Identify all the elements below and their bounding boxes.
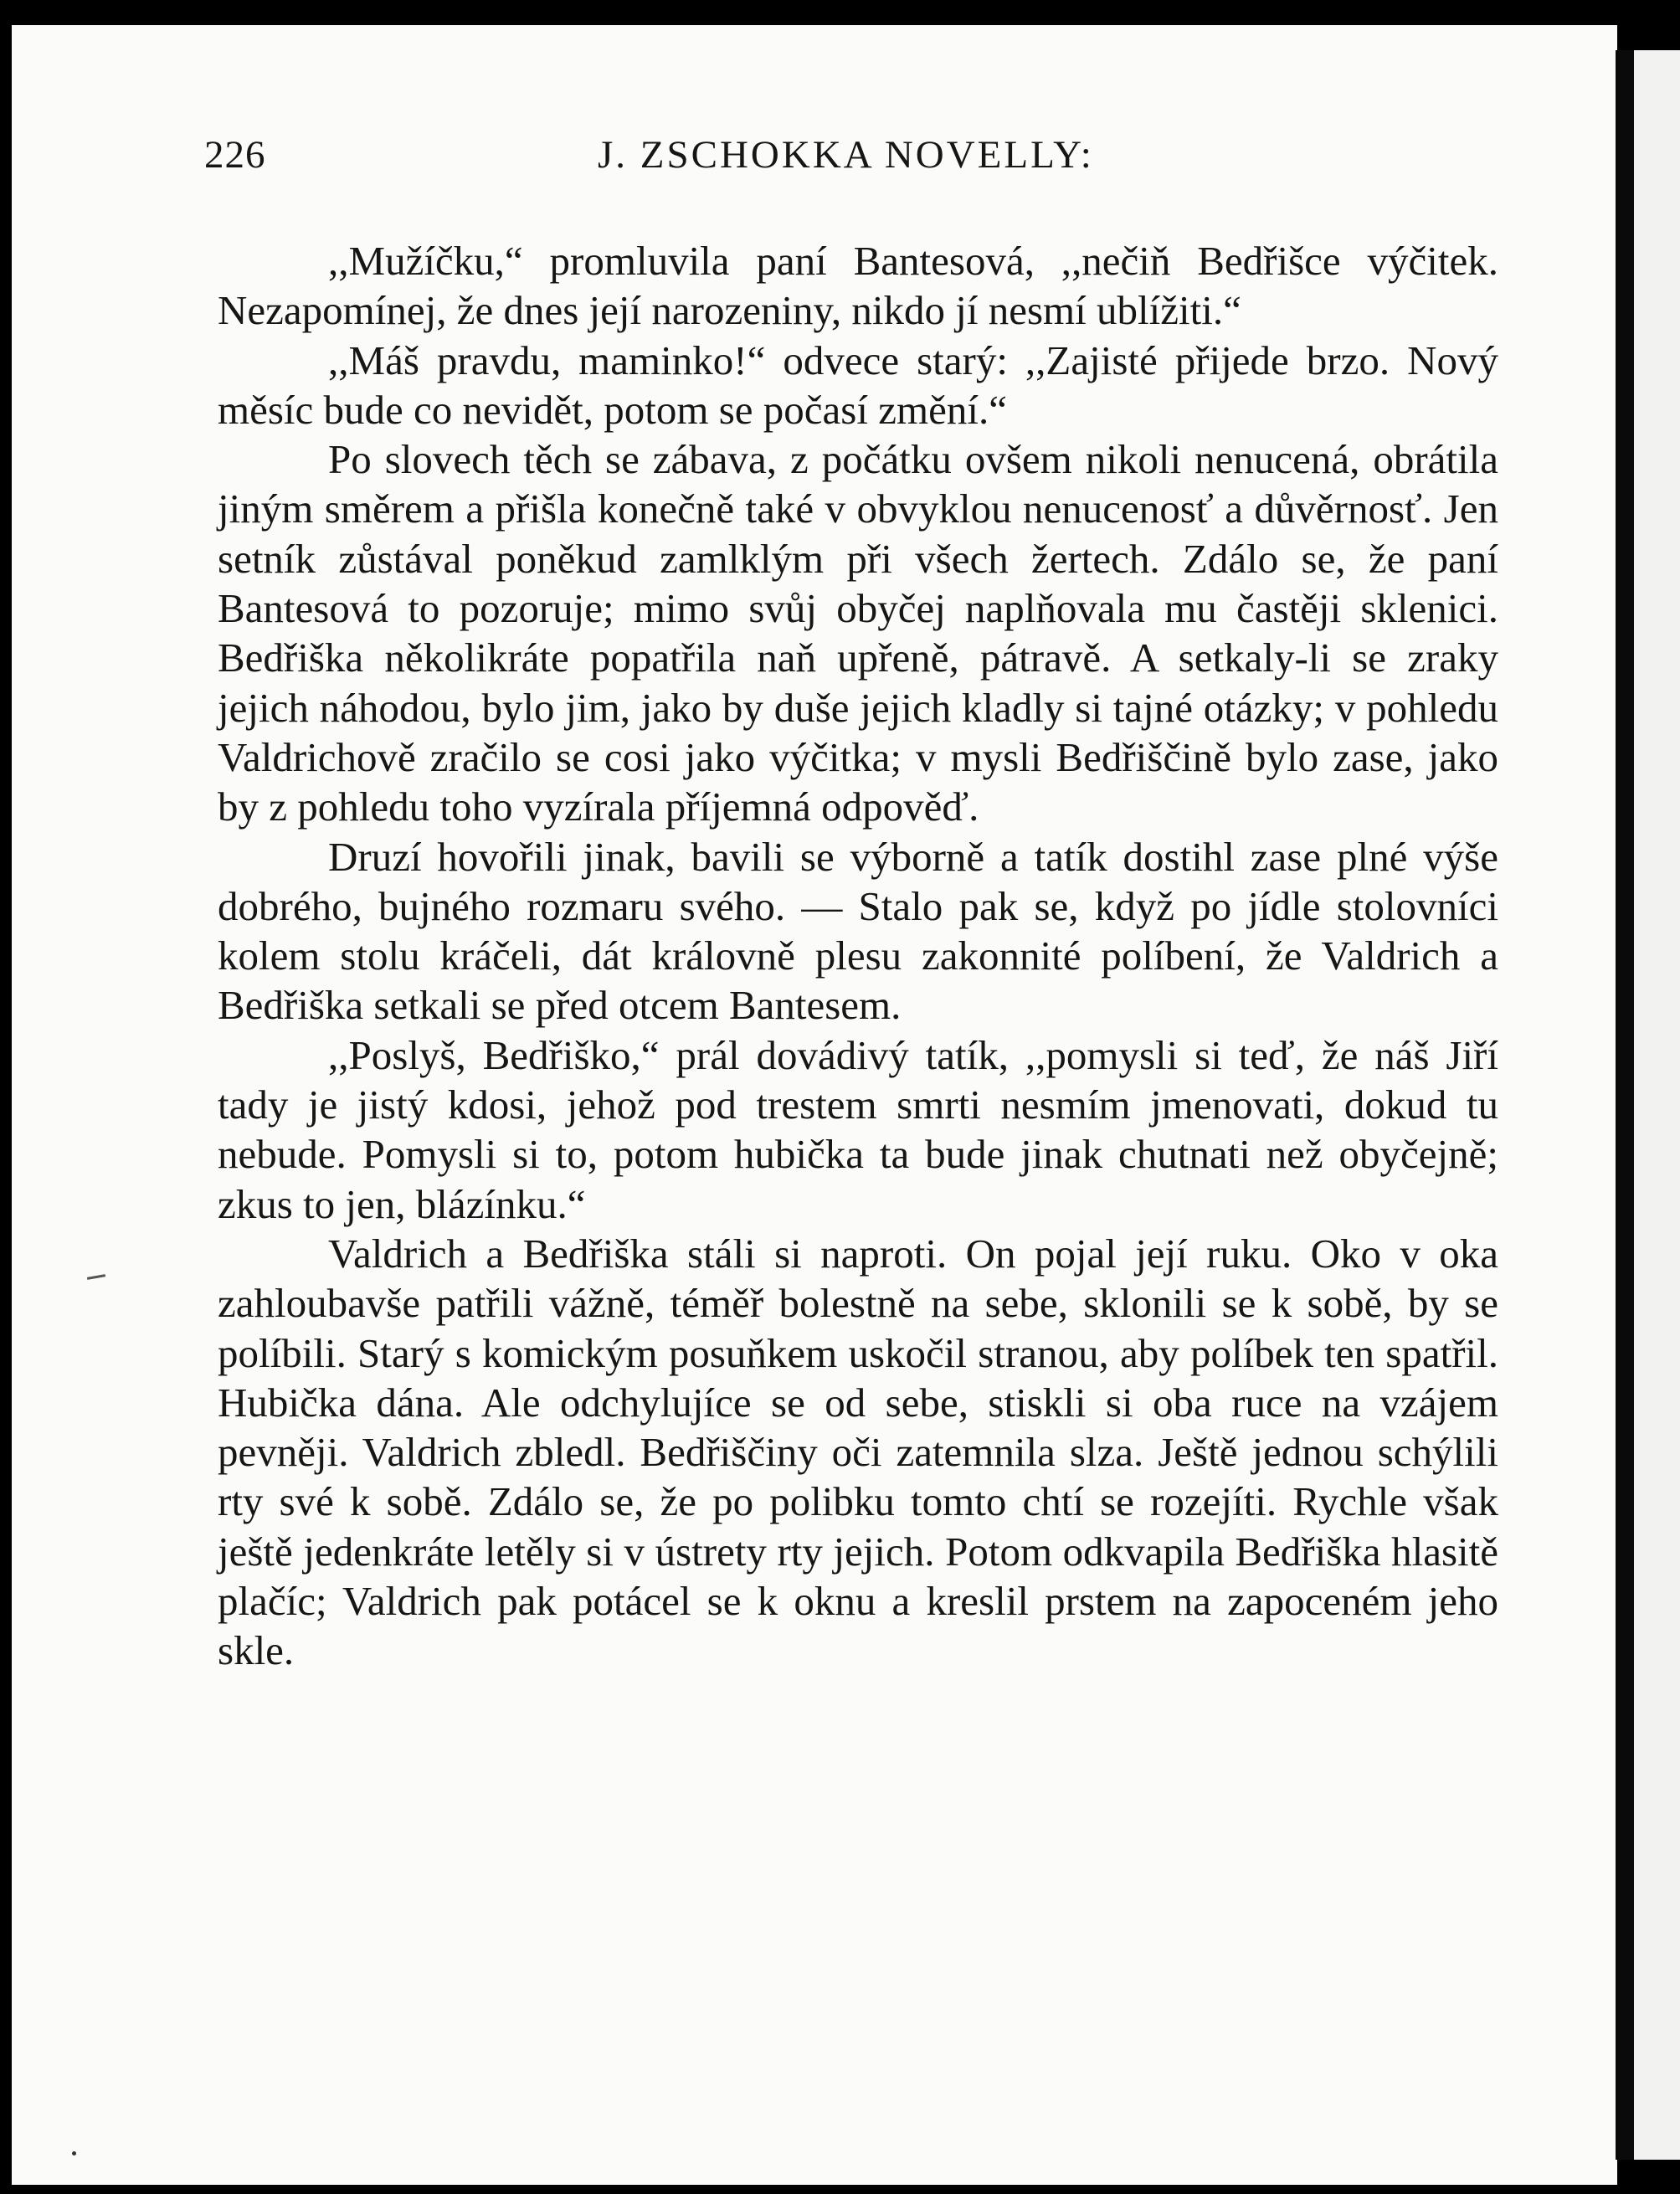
page-header (12, 132, 1617, 182)
paragraph: ,,Máš pravdu, maminko!“ odvece starý: ,,Zajisté přijede brzo. Nový měsíc bude co nevidět, potom se počasí změní.“ (218, 337, 1498, 433)
paragraph: Valdrich a Bedřiška stáli si naproti. On pojal její ruku. Oko v oka zahloubavše patřili vážně, téměř bolestně na sebe, sklonili se k sobě, by se políbili. Starý s komickým posuňkem uskočil stranou, aby políbek ten spatřil. Hubička dána. Ale odchylujíce se od sebe, stiskli si oba ruce na vzájem pevněji. Valdrich zbledl. Bedřiščiny oči zatemnila slza. Ještě jednou schýlili rty své k sobě. Zdálo se, že po polibku tomto chtí se rozejíti. Rychle však ještě jedenkráte letěly si v ústrety rty jejich. Potom odkvapila Bedřiška hlasitě plačíc; Valdrich pak potácel se k oknu a kreslil prstem na zapoceném jeho skle. (218, 1230, 1498, 1674)
page-number: 226 (204, 133, 266, 177)
scan-edge-paper (1634, 50, 1680, 2160)
paragraph: Po slovech těch se zábava, z počátku ovšem nikoli nenucená, obrátila jiným směrem a přišla konečně také v obvyklou nenucenosť a důvěrnosť. Jen setník zůstával poněkud zamlklým při všech žertech. Zdálo se, že paní Bantesová to pozoruje; mimo svůj obyčej naplňovala mu častěji sklenici. Bedřiška několikráte popatřila naň upřeně, pátravě. A setkaly-li se zraky jejich náhodou, bylo jim, jako by duše jejich kladly si tajné otázky; v pohledu Valdrichově zračilo se cosi jako výčitka; v mysli Bedřiščině bylo zase, jako by z pohledu toho vyzírala příjemná odpověď. (218, 436, 1498, 830)
paragraph: Druzí hovořili jinak, bavili se výborně a tatík dostihl zase plné výše dobrého, bujného rozmaru svého. — Stalo pak se, když po jídle stolovníci kolem stolu kráčeli, dát královně plesu zakonnité políbení, že Valdrich a Bedřiška setkali se před otcem Bantesem. (218, 833, 1498, 1029)
scan-edge-shadow (1616, 50, 1634, 2160)
running-head: J. ZSCHOKKA NOVELLY: (598, 133, 1094, 177)
paragraph: ,,Poslyš, Bedřiško,“ prál dovádivý tatík, ,,pomysli si teď, že náš Jiří tady je jistý kdosi, jehož pod trestem smrti nesmím jmenovati, dokud tu nebude. Pomysli si to, potom hubička ta bude jinak chutnati než obyčejně; zkus to jen, blázínku.“ (218, 1031, 1498, 1227)
print-speck (87, 1274, 105, 1280)
text-body (218, 236, 1498, 1676)
book-page (12, 25, 1617, 2185)
print-dot (72, 2151, 76, 2155)
paragraph: ,,Mužíčku,“ promluvila paní Bantesová, ,,nečiň Bedřišce výčitek. Nezapomínej, že dnes její narozeniny, nikdo jí nesmí ublížiti.“ (218, 238, 1498, 334)
